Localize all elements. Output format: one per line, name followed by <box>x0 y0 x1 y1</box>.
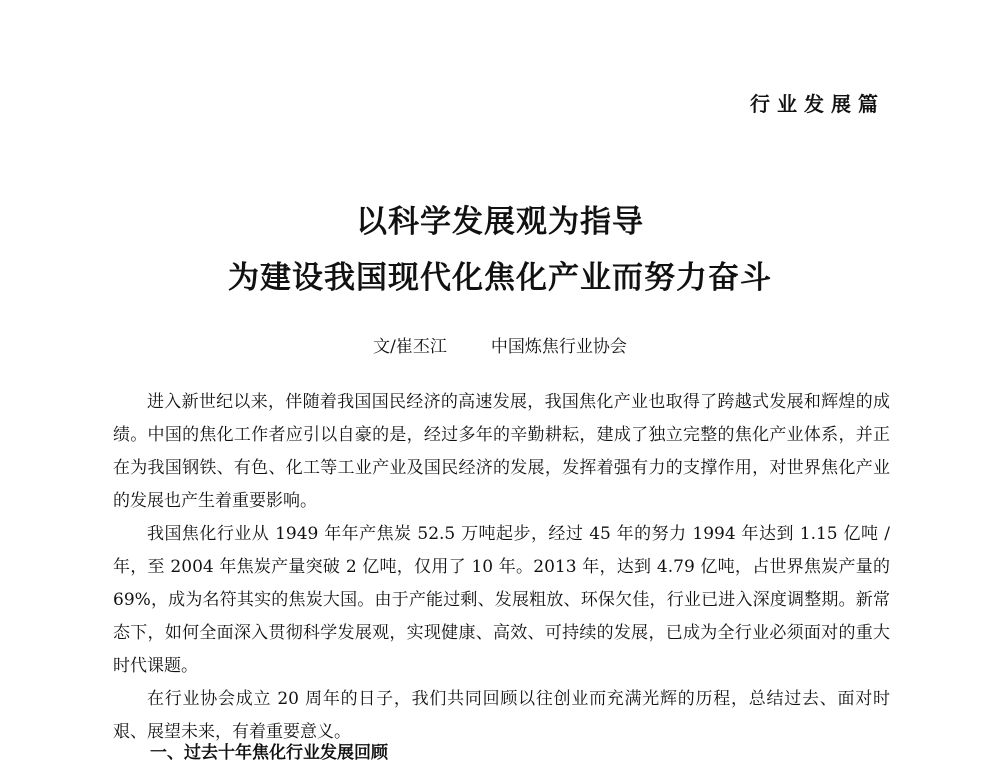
byline <box>0 332 1000 357</box>
paragraph: 在行业协会成立 20 周年的日子，我们共同回顾以往创业而充满光辉的历程，总结过去、面对时艰、展望未来，有着重要意义。 <box>113 689 890 742</box>
section-subheading: 一、过去十年焦化行业发展回顾 <box>150 743 388 763</box>
author: 文/崔丕江 <box>373 337 447 357</box>
article-title-line-2: 为建设我国现代化焦化产业而努力奋斗 <box>228 260 772 296</box>
article-title-line-1: 以科学发展观为指导 <box>356 204 644 240</box>
paragraph: 我国焦化行业从 1949 年年产焦炭 52.5 万吨起步，经过 45 年的努力 1994 年达到 1.15 亿吨 / 年，至 2004 年焦炭产量突破 2 亿吨，仅用了 10 年。2013 年，达到 4.79 亿吨，占世界焦炭产量的 69%，成为名符其实的焦炭大国。由于产能过剩、发展粗放、环保欠佳，行业已进入深度调整期。新常态下，如何全面深入贯彻科学发展观，实现健康、高效、可持续的发展，已成为全行业必须面对的重大时代课题。 <box>113 524 890 676</box>
author-organization: 中国炼焦行业协会 <box>490 337 627 357</box>
paragraph: 进入新世纪以来，伴随着我国国民经济的高速发展，我国焦化产业也取得了跨越式发展和辉煌的成绩。中国的焦化工作者应引以自豪的是，经过多年的辛勤耕耘，建成了独立完整的焦化产业体系，并正在为我国钢铁、有色、化工等工业产业及国民经济的发展，发挥着强有力的支撑作用，对世界焦化产业的发展也产生着重要影响。 <box>113 392 890 511</box>
section-label: 行业发展篇 <box>750 92 885 116</box>
article-body <box>113 386 890 749</box>
